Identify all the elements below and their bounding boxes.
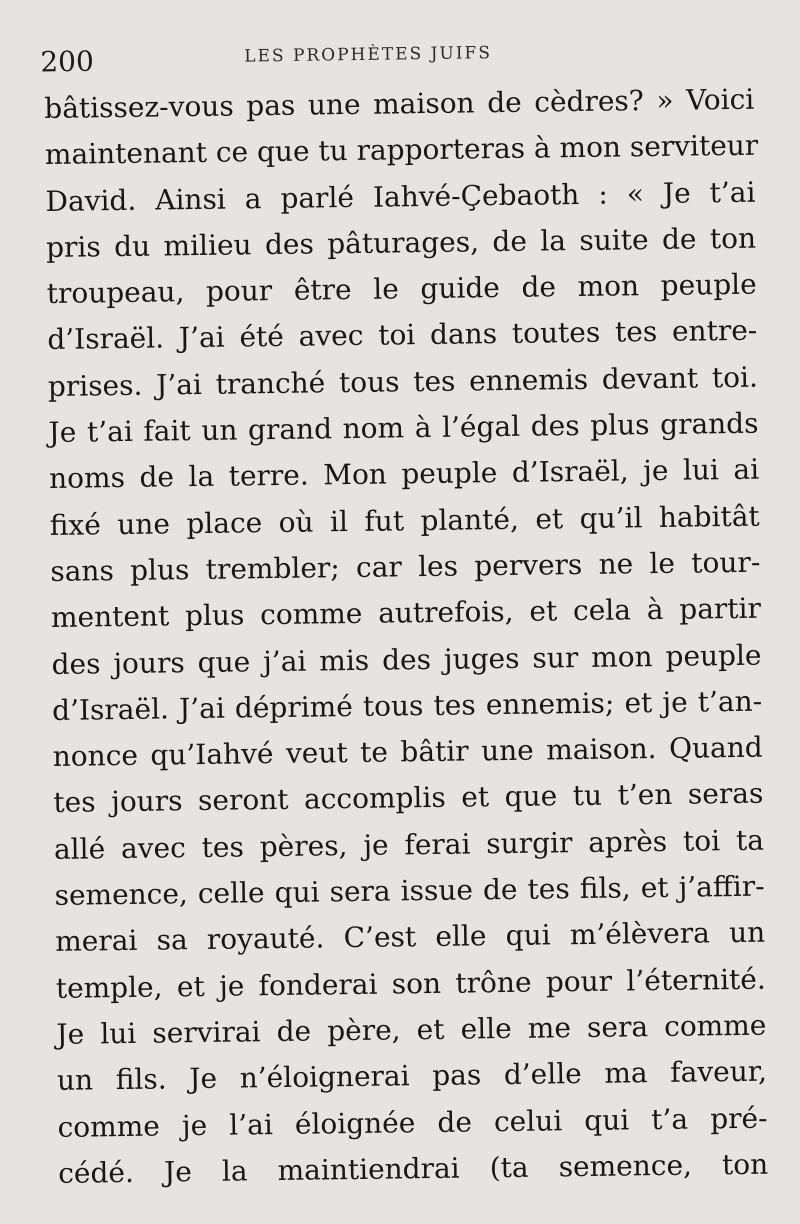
text-line: bâtissez-vous pas une maison de cèdres? » Voici: [44, 82, 755, 125]
body-text: [44, 77, 768, 1197]
text-line: d’Israël. J’ai été avec toi dans toutes tes entre-: [47, 314, 758, 357]
text-line: sans plus trembler; car les pervers ne le tour-: [50, 545, 761, 588]
text-line: Je t’ai fait un grand nom à l’égal des plus grands: [48, 406, 759, 450]
text-line: maintenant ce que tu rapporteras à mon serviteur: [44, 128, 759, 172]
text-line: merai sa royauté. C’est elle qui m’élèvera un: [54, 915, 766, 959]
text-line: noms de la terre. Mon peuple d’Israël, je lui ai: [48, 453, 760, 496]
page-number: 200: [40, 44, 94, 79]
text-line: allé avec tes pères, je ferai surgir après toi ta: [53, 823, 765, 866]
text-line: comme je l’ai éloignée de celui qui t’a pré-: [57, 1101, 768, 1144]
text-line: pris du milieu des pâturages, de la suite de ton: [45, 221, 757, 264]
text-line: un fils. Je n’éloignerai pas d’elle ma faveur,: [56, 1054, 768, 1098]
text-line: fixé une place où il fut planté, et qu’il habitât: [49, 499, 760, 542]
text-line: cédé. Je la maintiendrai (ta semence, ton: [58, 1147, 769, 1190]
text-line: temple, et je fonderai son trône pour l’éternité.: [55, 962, 766, 1005]
page-header: [0, 29, 800, 80]
running-title: LES PROPHÈTES JUIFS: [244, 43, 493, 67]
text-line: mentent plus comme autrefois, et cela à partir: [50, 591, 762, 635]
text-line: semence, celle qui sera issue de tes fils, et j’affir-: [54, 869, 765, 912]
text-line: prises. J’ai tranché tous tes ennemis devant toi.: [47, 360, 759, 403]
text-line: des jours que j’ai mis des juges sur mon peuple: [51, 638, 762, 681]
text-line: David. Ainsi a parlé Iahvé-Çebaoth : « Je t’ai: [45, 175, 756, 218]
text-line: nonce qu’Iahvé veut te bâtir une maison. Quand: [52, 730, 763, 774]
text-line: troupeau, pour être le guide de mon peuple: [46, 267, 757, 311]
text-line: tes jours seront accomplis et que tu t’en seras: [53, 777, 764, 820]
text-line: d’Israël. J’ai déprimé tous tes ennemis; et je t’an-: [51, 684, 763, 727]
text-line: Je lui servirai de père, et elle me sera comme: [56, 1008, 767, 1051]
